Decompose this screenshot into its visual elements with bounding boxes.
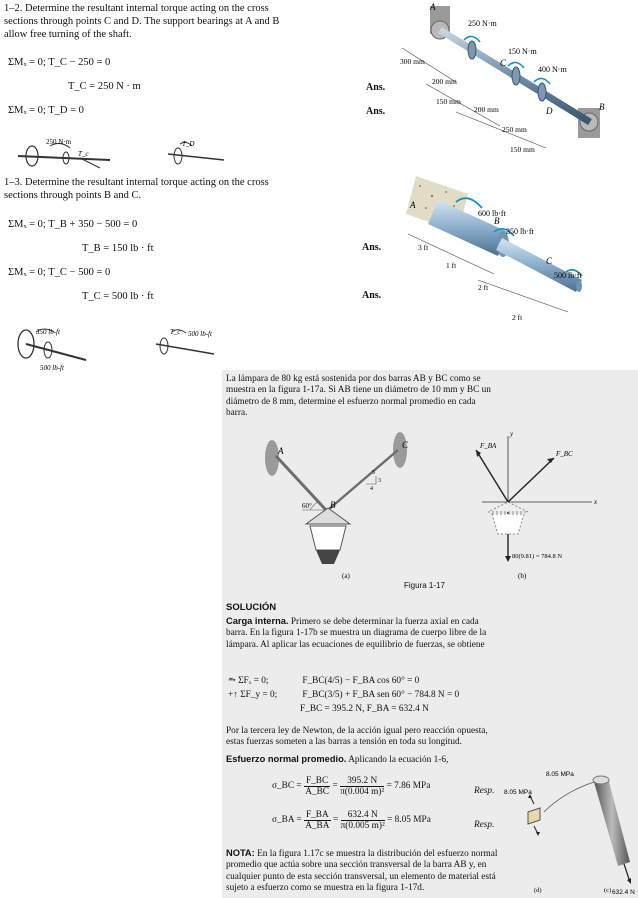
equilibrium-result: F_BC = 395.2 N, F_BA = 632.4 N [300,704,429,714]
fig12-torque-150: 150 N·m [508,47,537,56]
p12-fbd-sketch-2 [160,138,230,168]
fig17-weight: 80(9.81) = 784.8 N [512,553,563,560]
p12-fbd-sketch-1 [10,136,120,170]
p13-sketch-label-500a: 500 lb-ft [40,364,64,372]
fig13-dim-2ft-b: 2 ft [512,313,523,322]
equilibrium-eq-2 [228,690,500,701]
fig13-dim-3ft: 3 ft [418,243,429,252]
problem-1-2-statement: 1–2. Determine the resultant internal torque acting on the cross sections through points C and D. The support bearings at A and B allow free turning of the shaft. [4,3,280,40]
fig12-torque-400: 400 N·m [538,65,567,74]
fig13-torque-350: 350 lb·ft [506,227,534,236]
figure-1-17-cd [500,756,638,896]
fig12-torque-250: 250 N·m [468,19,497,28]
tercera-ley-paragraph: Por la tercera ley de Newton, de la acción igual pero reacción opuesta, estas fuerzas someten a las barras a tensión en toda su longitud. [226,726,488,748]
p13-equation-2: ΣMₓ = 0; T_C − 500 = 0 [8,267,111,278]
fig12-label-C: C [500,58,507,68]
p13-sketch-label-500b: 500 lb-ft [188,330,212,338]
fig17-axis-y: y [510,430,514,438]
p12-answer-label-2: Ans. [366,106,386,117]
fig17-axis-x: x [594,498,598,506]
sigma-ba-frac-1: $\frac{F\_BA}{A\_BA}$ [305,810,330,831]
eq1-left: ⥲ ΣFₓ = 0; [228,676,269,686]
fig13-torque-500: 500 lb·ft [554,271,582,280]
fig13-dim-1ft: 1 ft [446,261,457,270]
resp-label-2: Resp. [474,820,495,830]
fig12-dim-150a: 150 mm [436,97,461,106]
carga-text: Primero se debe determinar la fuerza axial en cada barra. En la figura 1-17b se muestra un diagrama de cuerpo libre de la lámpara. Al aplicar las ecuaciones de equilibrio de fuerzas, se obtiene [226,617,487,650]
fig17-fba: F_BA [480,442,497,450]
fig17-angle: 60° [302,502,312,510]
nota-paragraph [226,848,498,895]
fig12-dim-200b: 200 mm [474,105,499,114]
eq2-right: F_BC(3/5) + F_BA sen 60° − 784.8 N = 0 [302,690,460,700]
fig12-label-B: B [599,102,605,112]
p13-answer-label-2: Ans. [362,290,382,301]
sigma-bc-frac-2: $\frac{395.2 N}{\text{π(0.004 m)²}}$ [340,776,385,797]
p12-sketch-label-torque: 250 N·m [46,138,72,146]
eq2-left: +↑ ΣF_y = 0; [228,690,278,700]
fig12-dim-250: 250 mm [502,125,527,134]
p12-equation-1-result: T_C = 250 N · m [68,81,141,92]
fig13-label-B: B [494,216,500,226]
figure-1-3-shaft [398,172,638,322]
stress-eq-ba: σ_BA = $\frac{F\_BA}{A\_BA}$ = $\frac{632.4 N}{\text{π(0.005 m)²}}$ = 8.05 MPa [272,810,431,831]
p13-answer-label-1: Ans. [362,242,382,253]
nota-text: En la figura 1.17c se muestra la distribución del esfuerzo normal promedio que actúa sobre una sección transversal de la barra AB y, en cualquier punto de esta sección transversal, un elemento de material está sujeto a esfuerzo como se muestra en la figura 1-17d. [226,849,498,894]
sigma-bc-lhs: σ_BC = [272,780,302,791]
sigma-ba-result: = 8.05 MPa [387,814,431,825]
p13-sketch-label-tc: T_c [170,328,181,336]
fig17-fbc: F_BC [556,450,573,458]
p12-answer-label-1: Ans. [366,82,386,93]
p12-sketch-label-tc: T_c [78,150,89,158]
eq1-right: F_BC(4/5) − F_BA cos 60° = 0 [302,676,420,686]
fig13-label-A: A [410,200,416,210]
p12-sketch-label-td: T_D [182,140,195,148]
sigma-ba-lhs: σ_BA = [272,814,302,825]
carga-title: Carga interna. [226,616,289,626]
fig13-label-C: C [546,256,553,266]
fig12-dim-300: 300 mm [400,57,425,66]
p13-equation-1-result: T_B = 150 lb · ft [82,243,154,254]
sigma-ba-frac-2: $\frac{632.4 N}{\text{π(0.005 m)²}}$ [340,810,385,831]
fig17-force-c: 632.4 N [612,889,635,896]
p13-sketch-label-350: 350 lb-ft [36,328,60,336]
fig17-label-A: A [278,446,284,456]
example-intro: La lámpara de 80 kg está sostenida por dos barras AB y BC como se muestra en la figura 1-17a. Si AB tiene un diámetro de 10 mm y BC un diámetro de 8 mm, determine el esfuerzo normal promedio en cada barra. [226,374,491,419]
fig17-label-C: C [402,440,409,450]
stress-eq-bc: σ_BC = $\frac{F\_BC}{A\_BC}$ = $\frac{395.2 N}{\text{π(0.004 m)²}}$ = 7.86 MPa [272,776,431,797]
esfuerzo-title: Esfuerzo normal promedio. [226,754,347,764]
equilibrium-eq-1 [228,676,500,687]
sigma-bc-result: = 7.86 MPa [386,780,431,791]
fig13-torque-600: 600 lb·ft [478,209,506,218]
fig12-label-A: A [430,2,436,12]
esfuerzo-paragraph [226,754,498,766]
fig17-slope-4: 4 [370,486,373,492]
p13-fbd-sketch-1 [6,320,106,372]
fig12-dim-200a: 200 mm [432,77,457,86]
fig17-slope-3: 3 [378,478,381,484]
carga-paragraph [226,616,498,651]
p13-fbd-sketch-2 [150,322,220,362]
fig17-caption-a: (a) [342,572,350,580]
fig17-label-B: B [330,500,336,510]
fig12-label-D: D [546,106,553,116]
p12-equation-2: ΣMₓ = 0; T_D = 0 [8,105,84,116]
fig17-slope-5: 5 [372,470,375,476]
sigma-bc-frac-1: $\frac{F\_BC}{A\_BC}$ [305,776,329,797]
fig13-dim-2ft-a: 2 ft [478,283,489,292]
nota-title: NOTA: [226,848,255,858]
fig17-caption-d: (d) [534,887,542,894]
problem-1-3-statement: 1–3. Determine the resultant internal torque acting on the cross sections through points B and C. [4,177,269,201]
p13-equation-2-result: T_C = 500 lb · ft [82,291,154,302]
p12-equation-1: ΣMₓ = 0; T_C − 250 = 0 [8,57,111,68]
fig17-stress-d: 8.05 MPa [504,789,532,796]
figure-1-17 [222,428,638,592]
resp-label-1: Resp. [474,786,495,796]
p13-equation-1: ΣMₓ = 0; T_B + 350 − 500 = 0 [8,219,138,230]
esfuerzo-text: Aplicando la ecuación 1-6, [348,755,449,765]
fig17-stress-c: 8.05 MPa [546,771,574,778]
fig17-caption-b: (b) [518,572,527,580]
figure-caption: Figura 1-17 [404,581,445,590]
fig12-dim-150b: 150 mm [510,145,535,154]
fig17-caption-c: (c) [604,887,612,894]
figure-1-2-shaft [396,0,636,162]
solution-heading: SOLUCIÓN [226,602,277,613]
